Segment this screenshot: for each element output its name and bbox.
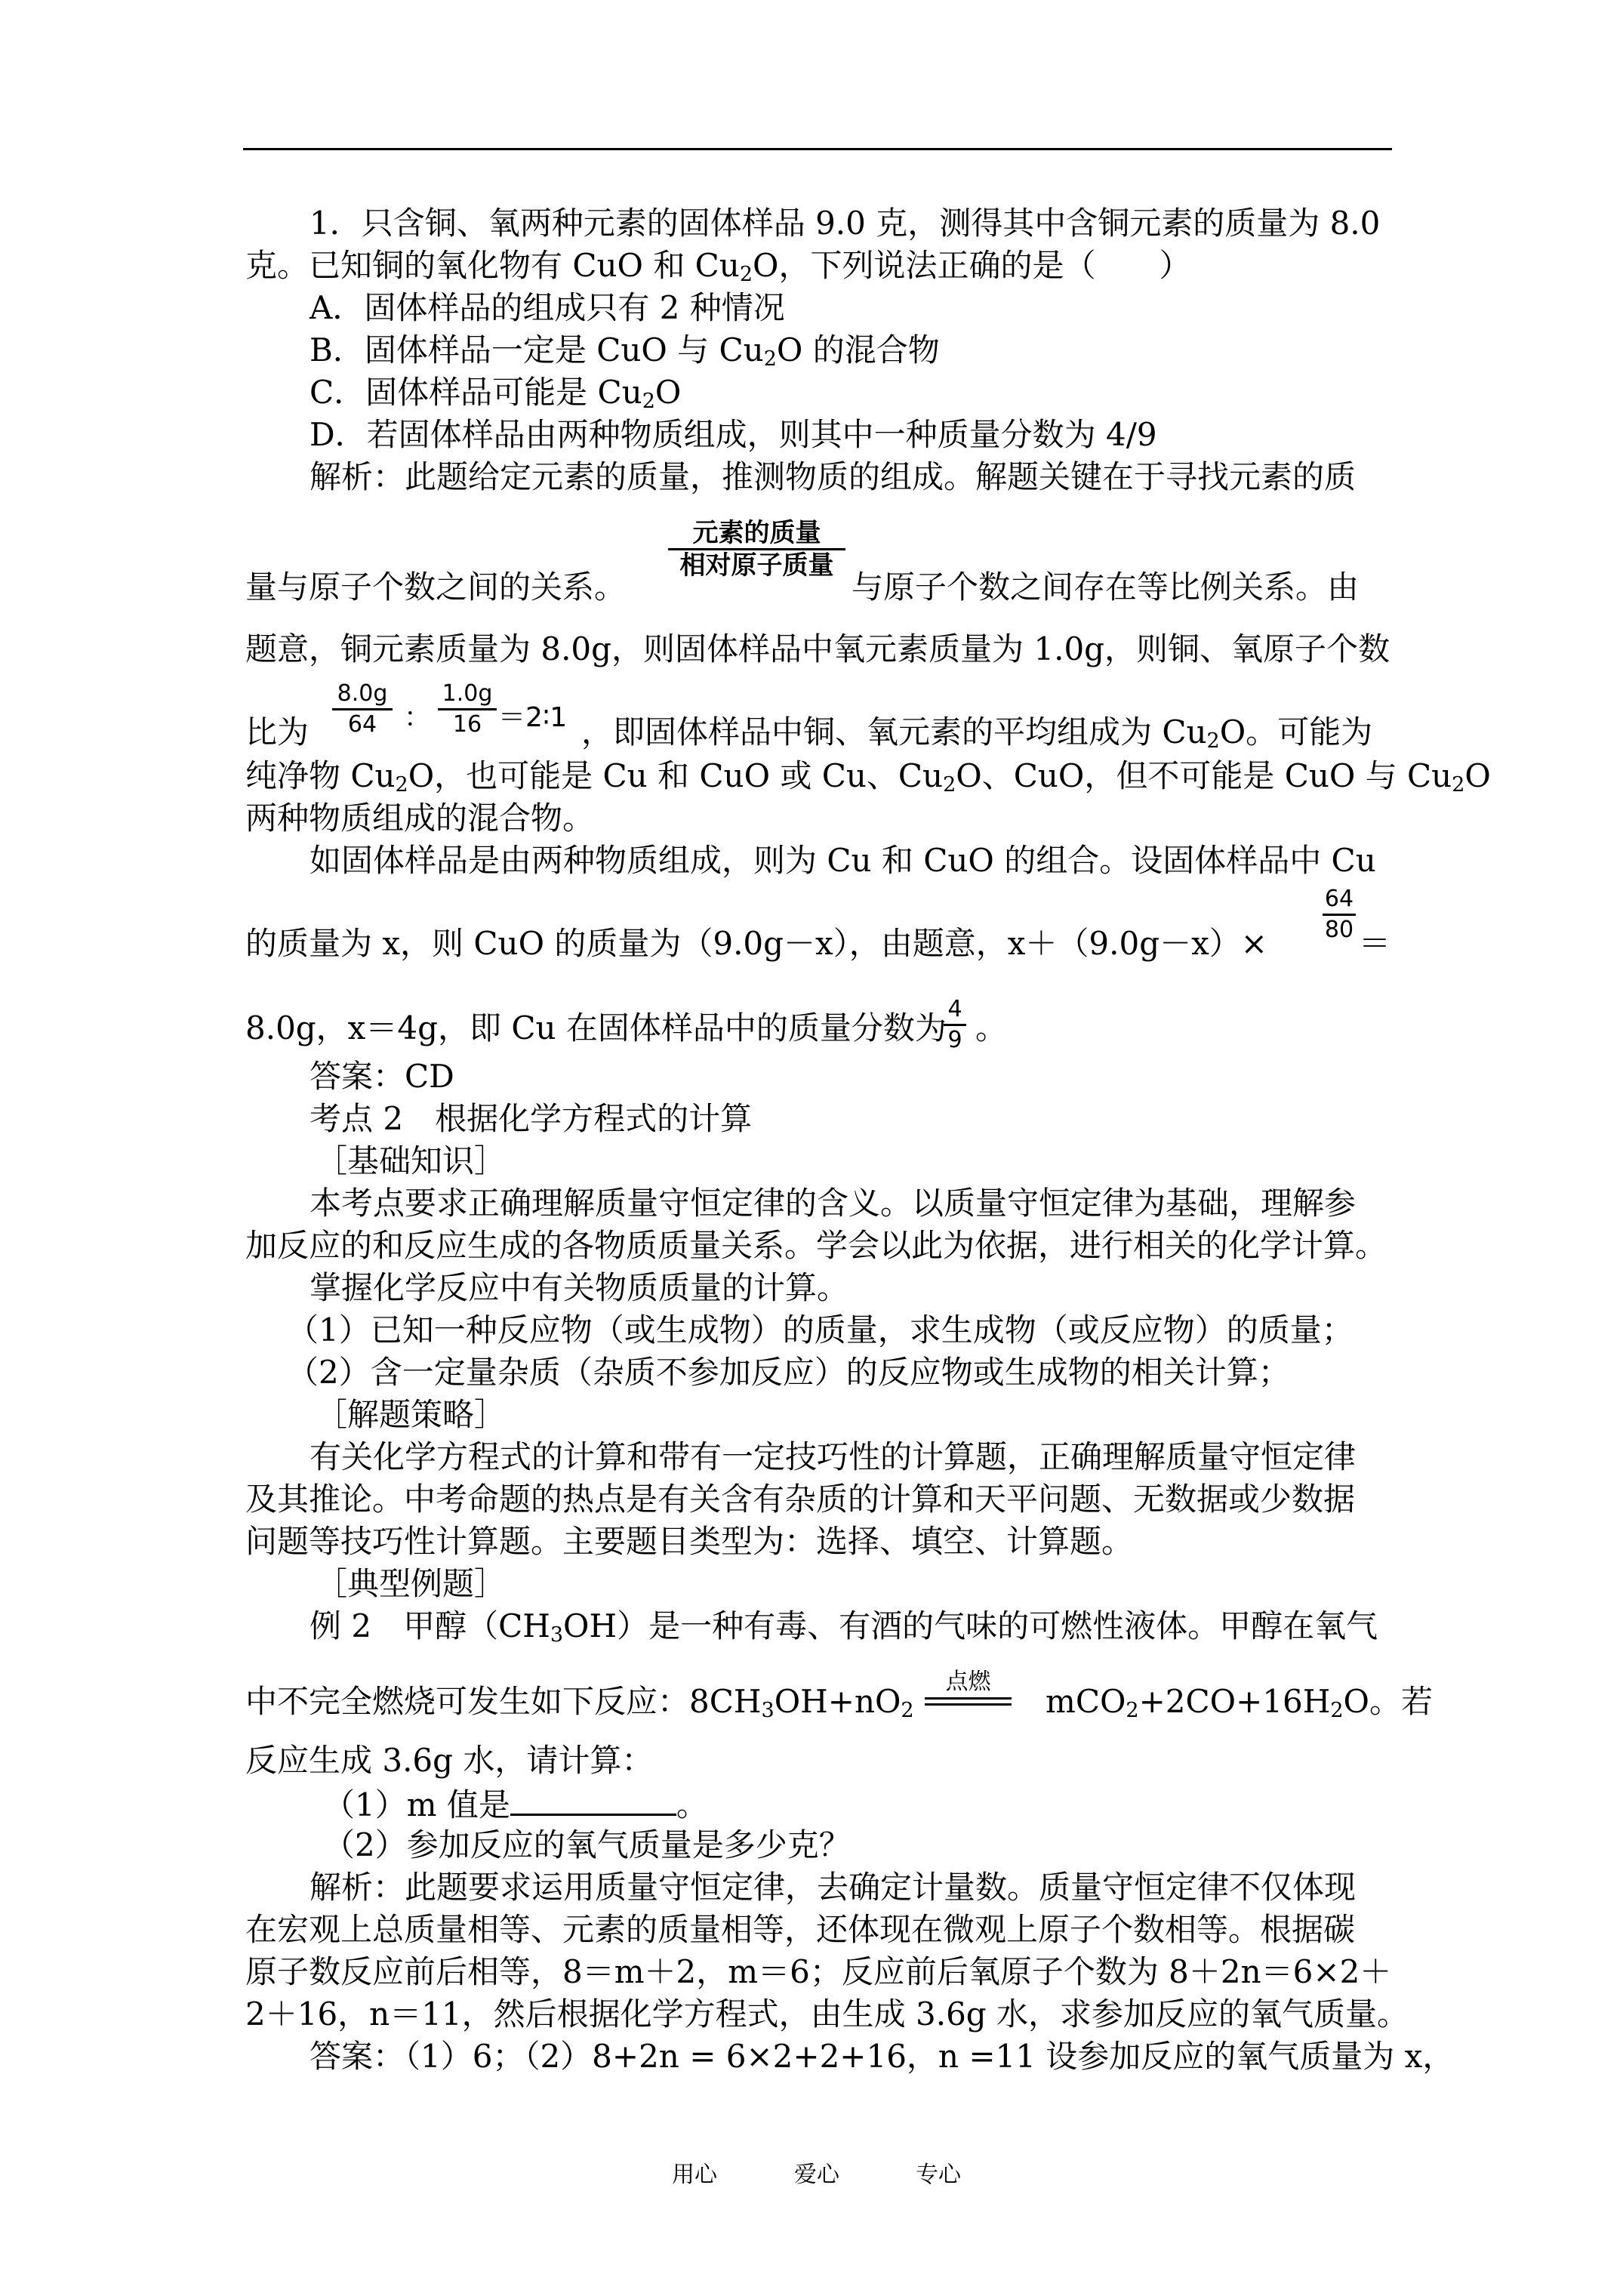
heading-examples: ［典型例题］ [316,1565,507,1602]
footer-text-3: 专心 [916,2162,961,2188]
analysis1-line6: 两种物质组成的混合物。 [245,800,595,837]
example2-line3: 反应生成 3.6g 水，请计算： [245,1742,654,1779]
answer1: 答案：CD [310,1058,454,1095]
analysis1-line2a: 量与原子个数之间的关系。 [245,569,627,606]
section-title-kaodian2: 考点 2 根据化学方程式的计算 [310,1100,753,1137]
strategy-line2: 及其推论。中考命题的热点是有关含有杂质的计算和天平问题、无数据或少数据 [245,1481,1356,1518]
basics-line3: 掌握化学反应中有关物质质量的计算。 [310,1269,849,1306]
q1-line1: 1．只含铜、氧两种元素的固体样品 9.0 克，测得其中含铜元素的质量为 8.0 [310,205,1381,242]
basics-line2: 加反应的和反应生成的各物质质量关系。学会以此为依据，进行相关的化学计算。 [245,1227,1387,1264]
footer-text-1: 用心 [672,2162,717,2188]
option-d: D．若固体样品由两种物质组成，则其中一种质量分数为 4/9 [310,416,1157,453]
analysis2-line2: 在宏观上总质量相等、元素的质量相等，还体现在微观上原子个数相等。根据碳 [245,1911,1356,1948]
option-b: B．固体样品一定是 CuO 与 $Cu_2O$ 的混合物 [310,331,940,371]
cu-fraction-in-cuo: 64 80 [1323,885,1356,945]
option-c: C．固体样品可能是 $Cu_2O$ [310,374,682,413]
analysis1-line9a: 8.0g，x＝4g，即 Cu 在固体样品中的质量分数为 [245,1009,947,1046]
analysis1-line5: 纯净物 $Cu_2O$，也可能是 Cu 和 CuO 或 Cu、$Cu_2O$、CuO，但不可能是 CuO 与 $Cu_2O$ [245,757,1491,797]
analysis1-line2b: 与原子个数之间存在等比例关系。由 [852,569,1360,606]
copper-ratio-fraction: 8.0g 64 [332,680,393,739]
analysis1-line8a: 的质量为 x，则 CuO 的质量为（9.0g－x），由题意，x＋（9.0g－x）× [245,925,1267,962]
option-a: A．固体样品的组成只有 2 种情况 [310,289,785,326]
example2-question1: （1）m 值是 。 [323,1782,708,1826]
heading-basics: ［基础知识］ [316,1142,507,1179]
header-rule [243,148,1392,150]
element-mass-ratio-fraction: 元素的质量 相对原子质量 [668,518,845,581]
example2-line1: 例 2 甲醇$(CH_3OH)$是一种有毒、有酒的气味的可燃性液体。甲醇在氧气 [310,1607,1378,1647]
strategy-line3: 问题等技巧性计算题。主要题目类型为：选择、填空、计算题。 [245,1523,1134,1560]
answer-blank[interactable] [510,1782,676,1816]
analysis1-line9b: 。 [975,1009,1008,1046]
ratio-result: ＝2∶1 [498,702,568,733]
analysis1-line4b: ，即固体样品中铜、氧元素的平均组成为 $Cu_2O$。可能为 [581,713,1373,753]
basics-item2: （2）含一定量杂质（杂质不参加反应）的反应物或生成物的相关计算； [287,1354,1290,1391]
analysis1-line8b: ＝ [1359,925,1391,962]
mass-fraction-4-9: 4 9 [944,995,966,1055]
strategy-line1: 有关化学方程式的计算和带有一定技巧性的计算题，正确理解质量守恒定律 [310,1438,1357,1475]
q1-line2: 克。已知铜的氧化物有 CuO 和 $Cu_2O$，下列说法正确的是（ ） [245,247,1191,286]
analysis2-line1: 解析：此题要求运用质量守恒定律，去确定计量数。质量守恒定律不仅体现 [310,1869,1357,1906]
analysis1-line3: 题意，铜元素质量为 8.0g，则固体样品中氧元素质量为 1.0g，则铜、氧原子个数 [245,630,1390,667]
footer-text-2: 爱心 [794,2162,839,2188]
reaction-equation: 中不完全燃烧可发生如下反应：$8CH_3OH+nO_2$ [245,1683,914,1722]
basics-line1: 本考点要求正确理解质量守恒定律的含义。以质量守恒定律为基础，理解参 [310,1185,1357,1222]
example2-question2: （2）参加反应的氧气质量是多少克？ [323,1826,851,1863]
oxygen-ratio-fraction: 1.0g 16 [438,680,497,739]
analysis1-line4a: 比为 [245,713,310,750]
ignition-condition-arrow: 点燃 [925,1669,1012,1706]
reaction-products: $mCO_2+2CO+16H_2O$。若 [1046,1683,1433,1722]
analysis2-line4: 2＋16，n＝11，然后根据化学方程式，由生成 3.6g 水，求参加反应的氧气质量。 [245,1996,1409,2032]
analysis1-line1: 解析：此题给定元素的质量，推测物质的组成。解题关键在于寻找元素的质 [310,458,1357,495]
heading-strategy: ［解题策略］ [316,1396,507,1433]
analysis2-answer: 答案：（1）6；（2）8+2n = 6×2+2+16，n =11 设参加反应的氧气质量为 x， [310,2038,1455,2075]
ratio-colon: ： [404,702,432,733]
analysis1-line7: 如固体样品是由两种物质组成，则为 Cu 和 CuO 的组合。设固体样品中 Cu [310,842,1376,879]
basics-item1: （1）已知一种反应物（或生成物）的质量，求生成物（或反应物）的质量； [287,1311,1354,1348]
analysis2-line3: 原子数反应前后相等，8＝m＋2，m＝6；反应前后氧原子个数为 8＋2n＝6×2＋ [245,1953,1392,1990]
